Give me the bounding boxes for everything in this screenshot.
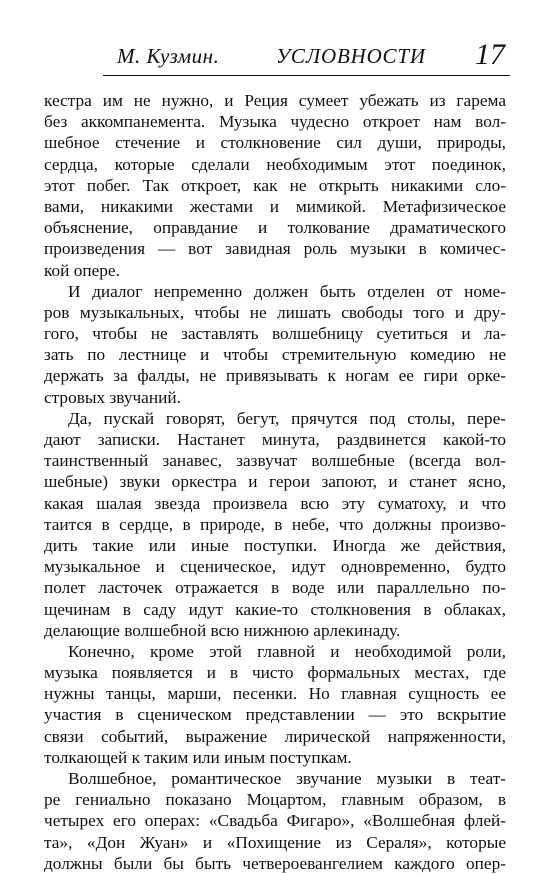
text-line: И диалог непременно должен быть отделен от номе- bbox=[68, 281, 506, 301]
running-head-author: М. Кузмин. bbox=[117, 44, 220, 68]
text-line: четырех его операх: «Свадьба Фигаро», «Волшебная флей- bbox=[44, 811, 506, 831]
text-line: стровых звучаний. bbox=[44, 387, 181, 407]
running-head bbox=[103, 38, 505, 72]
text-line: толкающей к таким или иным поступкам. bbox=[44, 747, 352, 767]
paragraph bbox=[44, 408, 506, 641]
text-line: этот побег. Так откроет, как не открыть никакими сло- bbox=[44, 175, 506, 195]
text-line: Конечно, кроме этой главной и необходимой роли, bbox=[68, 641, 506, 661]
text-line: участия в сценическом представлении — это вскрытие bbox=[44, 705, 506, 725]
text-line: связи событий, выражение лирической напряженности, bbox=[44, 726, 506, 746]
text-line: таинственный занавес, зазвучат волшебные (всегда вол- bbox=[44, 451, 506, 471]
text-line: Волшебное, романтическое звучание музыки в теат- bbox=[68, 769, 506, 788]
text-line: музыкальное и сценическое, идут одновременно, будто bbox=[44, 557, 506, 577]
text-line: держать за фалды, не привязывать к ногам ее гири орке- bbox=[44, 366, 506, 386]
text-line: полет ласточек отражается в воде или параллельно по- bbox=[44, 578, 506, 598]
header-rule bbox=[103, 75, 510, 76]
text-line: кой опере. bbox=[44, 260, 120, 280]
text-line: гого, чтобы не заставлять волшебницу суетиться и ла- bbox=[44, 324, 506, 344]
text-line: музыка появляется и в чисто формальных местах, где bbox=[44, 663, 506, 683]
text-line: шебные) звуки оркестра и герои запоют, и станет ясно, bbox=[44, 472, 506, 492]
paragraph bbox=[44, 90, 506, 281]
paragraph bbox=[44, 641, 506, 768]
text-line: объяснение, оправдание и толкование драматического bbox=[44, 218, 506, 238]
page-number: 17 bbox=[475, 38, 505, 71]
paragraph bbox=[44, 768, 506, 874]
text-line: ров музыкальных, чтобы не лишать свободы того и дру- bbox=[44, 302, 506, 322]
text-line: дить такие или иные поступки. Иногда же действия, bbox=[44, 535, 506, 555]
paragraph bbox=[44, 281, 506, 408]
text-line: кестра им не нужно, и Реция сумеет убежать из гарема bbox=[44, 91, 506, 110]
body-text bbox=[44, 90, 506, 874]
text-line: нужны танцы, марши, песенки. Но главная сущность ее bbox=[44, 684, 506, 704]
text-line: ре гениально показано Моцартом, главным образом, в bbox=[44, 790, 506, 810]
text-line: должны были бы быть четвероевангелием каждого опер- bbox=[44, 853, 506, 873]
text-line: таится в сердце, в природе, в небе, что должны произво- bbox=[44, 514, 506, 534]
text-line: какая шалая звезда произвела всю эту суматоху, и что bbox=[44, 493, 506, 513]
running-head-title: УСЛОВНОСТИ bbox=[276, 44, 426, 68]
text-line: зать по лестнице и чтобы стремительную комедию не bbox=[44, 345, 506, 365]
text-line: шебное стечение и столкновение сил души, природы, bbox=[44, 133, 506, 153]
text-line: без аккомпанемента. Музыка чудесно откроет нам вол- bbox=[44, 112, 506, 132]
text-line: Да, пускай говорят, бегут, прячутся под столы, пере- bbox=[68, 408, 506, 428]
text-line: делающие волшебной всю нижнюю арлекинаду. bbox=[44, 620, 401, 640]
text-line: та», «Дон Жуан» и «Похищение из Сераля», которые bbox=[44, 832, 506, 852]
text-line: произведения — вот завидная роль музыки в комичес- bbox=[44, 239, 506, 259]
text-line: сердца, которые сделали необходимым этот поединок, bbox=[44, 154, 506, 174]
text-line: щечинам в саду идут какие-то столкновения в облаках, bbox=[44, 599, 506, 619]
text-line: дают записки. Настанет минута, раздвинется какой-то bbox=[44, 430, 506, 449]
text-line: вами, никакими жестами и мимикой. Метафизическое bbox=[44, 196, 506, 216]
